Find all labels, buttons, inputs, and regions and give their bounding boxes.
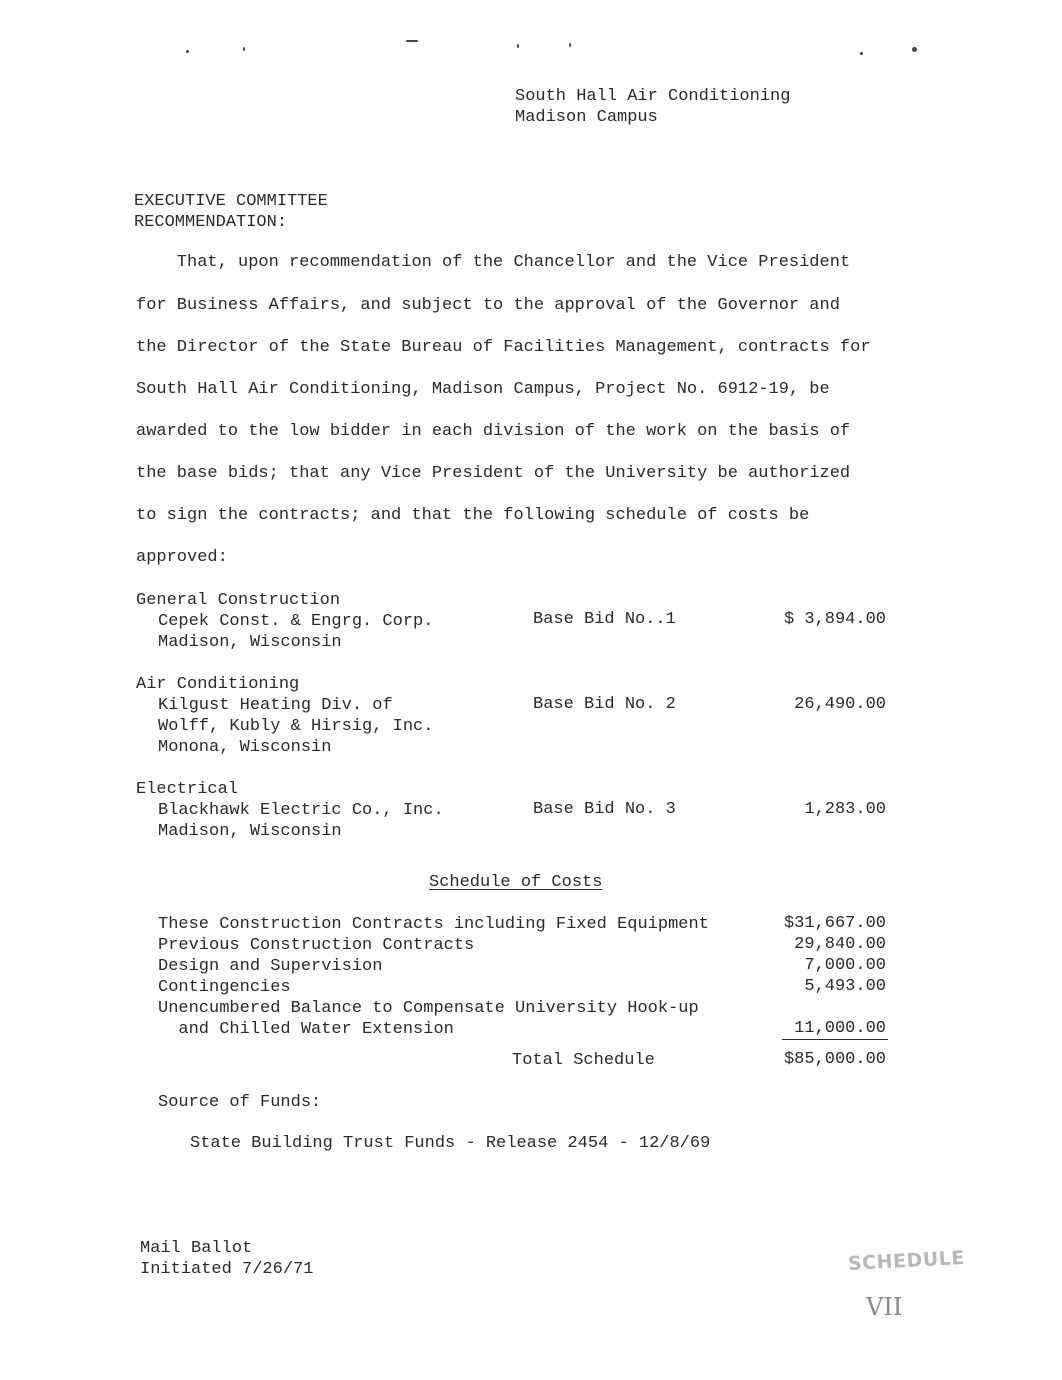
contractor-name: Cepek Const. & Engrg. Corp. <box>158 612 434 631</box>
schedule-item-label: Previous Construction Contracts <box>158 936 475 955</box>
scan-speck <box>406 40 418 42</box>
schedule-numeral: VII <box>866 1293 903 1321</box>
schedule-item-amount: $31,667.00 <box>783 914 886 933</box>
initiated-date: Initiated 7/26/71 <box>140 1260 314 1279</box>
total-rule <box>782 1039 888 1040</box>
contract-division: Electrical <box>136 780 239 799</box>
scan-speck <box>912 47 917 52</box>
schedule-item-label: Contingencies <box>158 978 291 997</box>
contract-bid: Base Bid No. 2 <box>533 695 676 714</box>
contractor-name: Wolff, Kubly & Hirsig, Inc. <box>158 717 434 736</box>
contract-amount: 26,490.00 <box>794 695 886 714</box>
paragraph-line: That, upon recommendation of the Chancellor and the Vice President <box>136 253 851 272</box>
scan-speck <box>243 47 245 51</box>
schedule-item-amount: 11,000.00 <box>794 1019 886 1038</box>
total-label: Total Schedule <box>512 1051 655 1070</box>
contract-bid: Base Bid No..1 <box>533 610 676 629</box>
recommendation-heading: RECOMMENDATION: <box>134 213 288 232</box>
paragraph-line: for Business Affairs, and subject to the approval of the Governor and <box>136 296 840 315</box>
schedule-title: Schedule of Costs <box>429 873 603 892</box>
mail-ballot: Mail Ballot <box>140 1239 253 1258</box>
paragraph-line: the Director of the State Bureau of Facilities Management, contracts for <box>136 338 871 357</box>
contract-division: General Construction <box>136 591 341 610</box>
project-campus: Madison Campus <box>515 108 658 127</box>
contractor-location: Madison, Wisconsin <box>158 822 342 841</box>
schedule-item-label: Design and Supervision <box>158 957 383 976</box>
contract-bid: Base Bid No. 3 <box>533 800 676 819</box>
scan-speck <box>186 50 189 53</box>
paragraph-line: awarded to the low bidder in each division of the work on the basis of <box>136 422 851 441</box>
schedule-item-label: These Construction Contracts including Fixed Equipment <box>158 915 709 934</box>
funds-label: Source of Funds: <box>158 1093 322 1112</box>
schedule-stamp: SCHEDULE <box>847 1246 966 1276</box>
schedule-item-amount: 5,493.00 <box>804 977 886 996</box>
schedule-item-amount: 7,000.00 <box>804 956 886 975</box>
scan-speck <box>517 44 519 48</box>
contractor-location: Monona, Wisconsin <box>158 738 332 757</box>
contract-amount: 1,283.00 <box>804 800 886 819</box>
contract-amount: $ 3,894.00 <box>783 610 886 629</box>
scan-speck <box>860 52 863 55</box>
contractor-location: Madison, Wisconsin <box>158 633 342 652</box>
scan-speck <box>569 43 571 47</box>
project-title: South Hall Air Conditioning <box>515 87 791 106</box>
total-amount: $85,000.00 <box>783 1050 886 1069</box>
paragraph-line: South Hall Air Conditioning, Madison Campus, Project No. 6912-19, be <box>136 380 830 399</box>
committee-heading: EXECUTIVE COMMITTEE <box>134 192 328 211</box>
schedule-item-amount: 29,840.00 <box>794 935 886 954</box>
paragraph-line: to sign the contracts; and that the following schedule of costs be <box>136 506 810 525</box>
paragraph-line: approved: <box>136 548 228 567</box>
contract-division: Air Conditioning <box>136 675 300 694</box>
schedule-item-label: and Chilled Water Extension <box>158 1020 454 1039</box>
funds-detail: State Building Trust Funds - Release 2454 - 12/8/69 <box>190 1134 711 1153</box>
paragraph-line: the base bids; that any Vice President of the University be authorized <box>136 464 851 483</box>
contractor-name: Kilgust Heating Div. of <box>158 696 393 715</box>
schedule-item-label: Unencumbered Balance to Compensate University Hook-up <box>158 999 699 1018</box>
contractor-name: Blackhawk Electric Co., Inc. <box>158 801 444 820</box>
